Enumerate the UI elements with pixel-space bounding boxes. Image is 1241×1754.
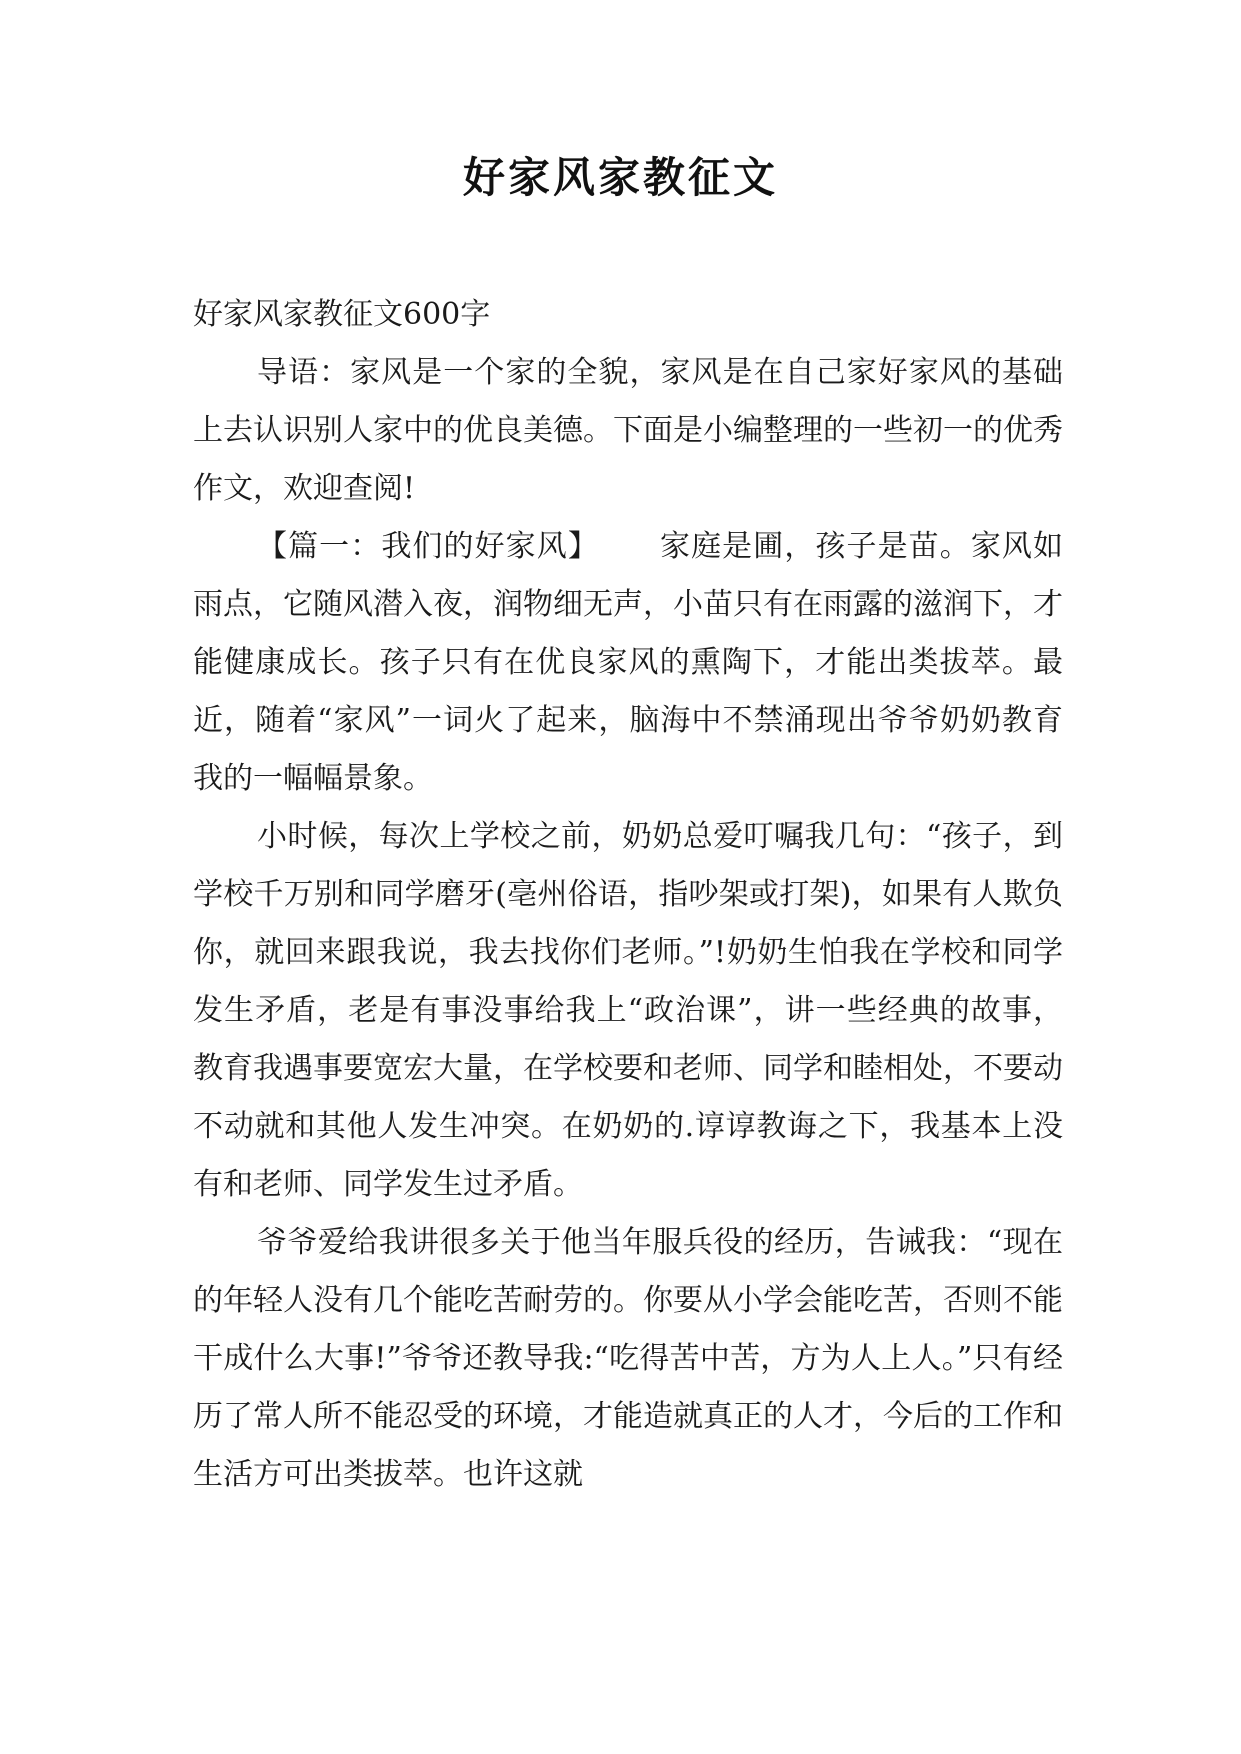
intro-paragraph: 导语：家风是一个家的全貌，家风是在自己家好家风的基础上去认识别人家中的优良美德。下面是小编整理的一些初一的优秀作文，欢迎查阅! <box>193 355 1063 506</box>
document-subtitle: 好家风家教征文600字 <box>193 297 491 332</box>
section-opening-text: 家庭是圃，孩子是苗。家风如雨点，它随风潜入夜，润物细无声，小苗只有在雨露的滋润下，才能健康成长。孩子只有在优良家风的熏陶下，才能出类拔萃。最近，随着“家风”一词火了起来，脑海中不禁涌现出爷爷奶奶教育我的一幅幅景象。 <box>193 529 1064 796</box>
document-title: 好家风家教征文 <box>462 153 778 202</box>
grandma-paragraph: 小时候，每次上学校之前，奶奶总爱叮嘱我几句：“孩子，到学校千万别和同学磨牙(亳州俗语，指吵架或打架)，如果有人欺负你，就回来跟我说，我去找你们老师。”!奶奶生怕我在学校和同学发生矛盾，老是有事没事给我上“政治课”，讲一些经典的故事，教育我遇事要宽宏大量，在学校要和老师、同学和睦相处，不要动不动就和其他人发生冲突。在奶奶的.谆谆教诲之下，我基本上没有和老师、同学发生过矛盾。 <box>193 819 1063 1202</box>
document-body <box>193 286 1063 1504</box>
section-paragraph <box>193 518 1063 808</box>
section-heading: 【篇一：我们的好家风】 <box>257 529 599 564</box>
grandpa-paragraph: 爷爷爱给我讲很多关于他当年服兵役的经历，告诫我：“现在的年轻人没有几个能吃苦耐劳的。你要从小学会能吃苦，否则不能干成什么大事!”爷爷还教导我:“吃得苦中苦，方为人上人。”只有经历了常人所不能忍受的环境，才能造就真正的人才，今后的工作和生活方可出类拔萃。也许这就 <box>193 1225 1063 1492</box>
